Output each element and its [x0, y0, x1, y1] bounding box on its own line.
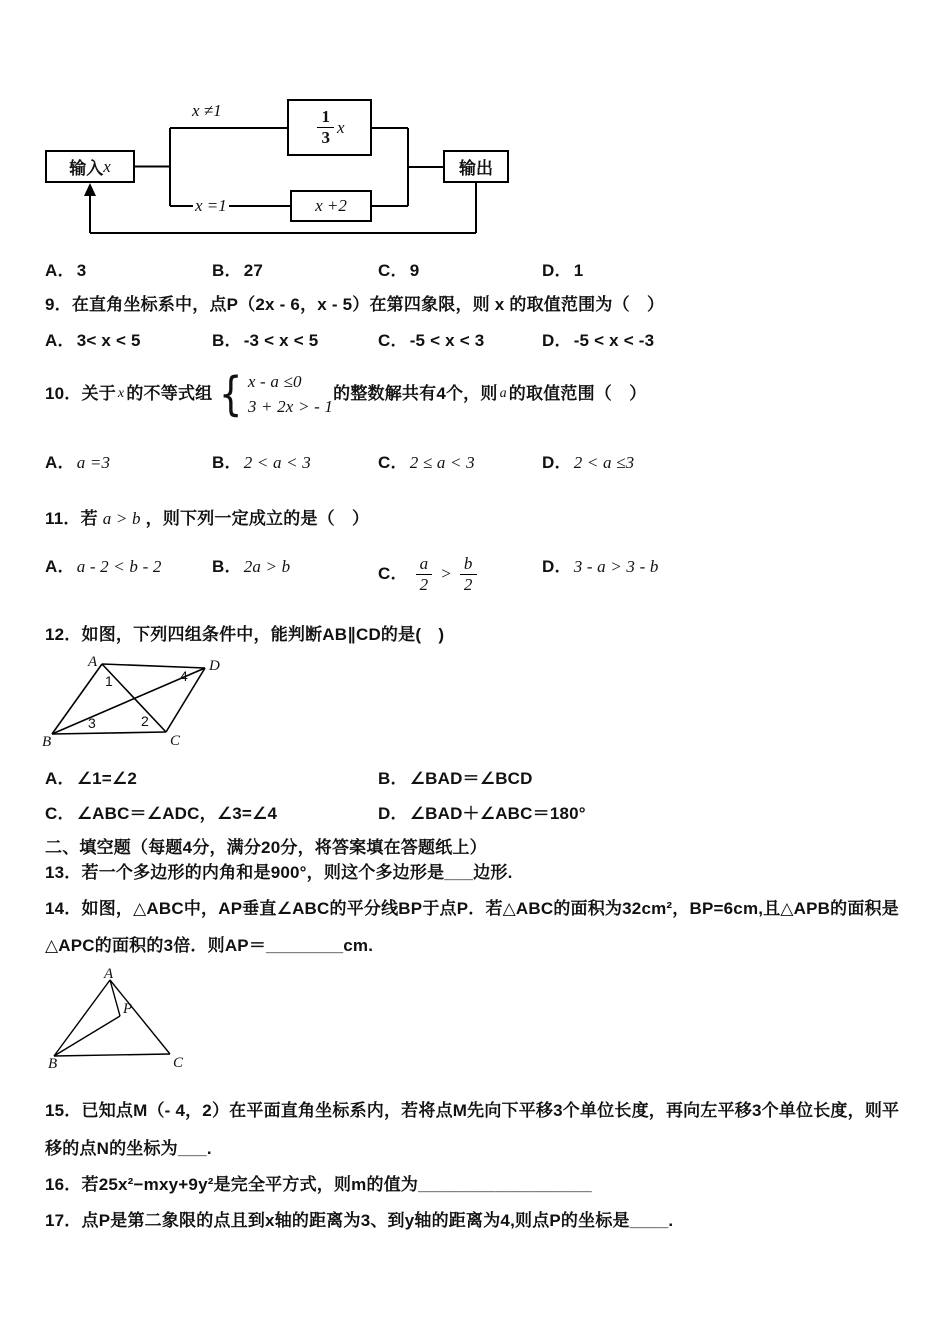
fraction-numerator: 1 — [317, 107, 334, 128]
option-label: B． — [212, 331, 242, 350]
flowchart-x-plus-2-box — [290, 190, 372, 222]
option-label: A． — [45, 261, 75, 280]
option-text: ∠1=∠2 — [76, 769, 138, 788]
q8-option-c — [378, 258, 419, 284]
fraction-denominator: 2 — [419, 575, 429, 594]
option-text: 1 — [573, 261, 584, 280]
q11-option-b — [212, 554, 290, 580]
output-box-label: 输出 — [459, 159, 493, 178]
angle-label-3: 3 — [88, 715, 96, 731]
q12-option-a — [45, 766, 137, 792]
question-9-text: 9．在直角坐标系中，点P（2x - 6，x - 5）在第四象限，则 x 的取值范围为（ ） — [45, 295, 665, 314]
q10-option-a — [45, 450, 110, 476]
question-14-line2: △APC的面积的3倍．则AP＝________cm. — [45, 936, 374, 955]
option-text: a - 2 < b - 2 — [76, 557, 162, 576]
option-label: C． — [378, 453, 408, 472]
option-label: B． — [212, 557, 242, 576]
fraction-b-over-2 — [460, 554, 477, 595]
q11-prefix: 11．若 — [45, 509, 98, 528]
q12-figure — [42, 650, 252, 750]
option-label: D． — [542, 331, 572, 350]
option-label: D． — [542, 261, 572, 280]
q10-var-a: a — [499, 386, 507, 401]
option-text: 3< x < 5 — [76, 331, 141, 350]
x-plus-2-label: x +2 — [315, 196, 347, 215]
system-brace: { — [219, 367, 243, 421]
vertex-label-c: C — [173, 1055, 184, 1070]
input-box-label: 输入 — [69, 159, 104, 178]
inequality-system — [248, 369, 333, 419]
option-label: A． — [45, 331, 75, 350]
option-label: C． — [378, 261, 408, 280]
angle-label-1: 1 — [105, 673, 113, 689]
flowchart-connector-lines — [90, 128, 476, 233]
option-text: 27 — [243, 261, 263, 280]
question-11-text — [45, 506, 369, 532]
question-12-text: 12．如图，下列四组条件中，能判断AB∥CD的是( ) — [45, 625, 445, 644]
option-text: -5 < x < 3 — [409, 331, 485, 350]
option-label: A． — [45, 769, 75, 788]
q14-figure — [48, 968, 188, 1070]
q10-option-c — [378, 450, 475, 476]
q11-options — [45, 554, 915, 594]
option-label: D． — [542, 557, 572, 576]
q12-options-row2 — [45, 801, 915, 827]
point-label-p: P — [123, 1001, 133, 1017]
option-text: ∠ABC＝∠ADC，∠3=∠4 — [76, 804, 278, 823]
vertex-label-b: B — [42, 734, 52, 750]
option-label: C． — [378, 331, 408, 350]
q10-option-b — [212, 450, 311, 476]
vertex-label-d: D — [209, 658, 220, 674]
option-label: C． — [45, 804, 75, 823]
angle-label-2: 2 — [141, 713, 149, 729]
q9-option-c — [378, 328, 484, 354]
one-third-fraction — [317, 107, 334, 148]
question-15-line2: 移的点N的坐标为___. — [45, 1139, 212, 1158]
q10-options — [45, 450, 915, 476]
fraction-numerator: b — [460, 554, 477, 575]
q8-option-b — [212, 258, 263, 284]
option-label: A． — [45, 557, 75, 576]
option-label: B． — [378, 769, 408, 788]
q10-mid2: 的整数解共有4个，则 — [333, 384, 498, 403]
question-13-text: 13．若一个多边形的内角和是900°，则这个多边形是___边形. — [45, 863, 513, 882]
option-text: 3 — [76, 261, 87, 280]
option-text: 2 < a < 3 — [243, 453, 311, 472]
option-text: 9 — [409, 261, 420, 280]
option-label: B． — [212, 453, 242, 472]
relation-sign: > — [440, 563, 452, 583]
fraction-a-over-2 — [416, 554, 433, 595]
option-text: a =3 — [76, 453, 111, 472]
question-17-text: 17．点P是第二象限的点且到x轴的距离为3、到y轴的距离为4,则点P的坐标是____. — [45, 1211, 674, 1230]
q9-option-b — [212, 328, 318, 354]
q9-option-d — [542, 328, 654, 354]
section-2-header: 二、填空题（每题4分，满分20分，将答案填在答题纸上） — [45, 838, 487, 857]
q9-option-a — [45, 328, 141, 354]
q10-prefix: 10．关于 — [45, 384, 116, 403]
vertex-label-b: B — [48, 1056, 58, 1070]
option-text: ∠BAD＝∠BCD — [409, 769, 533, 788]
q10-var-x: x — [117, 386, 125, 401]
question-10-text — [45, 365, 646, 423]
angle-label-4: 4 — [180, 668, 188, 684]
option-text: 2 < a ≤3 — [573, 453, 635, 472]
question-14-line1: 14．如图，△ABC中，AP垂直∠ABC的平分线BP于点P．若△ABC的面积为32cm²，BP=6cm,且△APB的面积是 — [45, 899, 899, 918]
question-15-line1: 15．已知点M（- 4，2）在平面直角坐标系内，若将点M先向下平移3个单位长度，再向左平移3个单位长度，则平 — [45, 1101, 900, 1120]
option-text: -5 < x < -3 — [573, 331, 655, 350]
flowchart-output-box — [443, 150, 509, 183]
q10-suffix: 的取值范围（ ） — [508, 384, 647, 403]
system-line-1: x - a ≤0 — [247, 372, 302, 391]
q8-option-d — [542, 258, 583, 284]
q11-option-c — [378, 554, 480, 595]
vertex-label-c: C — [170, 733, 181, 749]
option-label: C． — [378, 563, 408, 583]
condition-x-not-1: x ≠1 — [192, 101, 222, 120]
triangle-lines — [54, 980, 170, 1056]
flowchart-third-x-box — [287, 99, 372, 156]
q12-option-d — [378, 801, 586, 827]
fraction-variable: x — [336, 117, 345, 137]
option-label: D． — [542, 453, 572, 472]
q10-option-d — [542, 450, 634, 476]
fraction-numerator: a — [416, 554, 433, 575]
q12-options-row1 — [45, 766, 915, 792]
option-text: 2 ≤ a < 3 — [409, 453, 475, 472]
q12-option-b — [378, 766, 533, 792]
q12-option-c — [45, 801, 277, 827]
fraction-denominator: 3 — [321, 128, 330, 147]
option-label: B． — [212, 261, 242, 280]
vertex-label-a: A — [88, 654, 98, 670]
flowchart-input-box — [45, 150, 135, 183]
input-box-var: x — [103, 156, 111, 176]
vertex-label-a: A — [104, 968, 114, 982]
question-16-text: 16．若25x²−mxy+9y²是完全平方式，则m的值为__________________ — [45, 1175, 592, 1194]
system-line-2: 3 + 2x > - 1 — [247, 397, 334, 416]
q9-options — [45, 328, 915, 354]
option-text: 3 - a > 3 - b — [573, 557, 659, 576]
q11-suffix: ，则下列一定成立的是（ ） — [145, 509, 370, 528]
arrow-up-icon — [84, 183, 96, 196]
q11-option-a — [45, 554, 162, 580]
option-text: ∠BAD＋∠ABC＝180° — [409, 804, 586, 823]
q11-option-d — [542, 554, 659, 580]
condition-x-equals-1: x =1 — [195, 196, 227, 215]
q8-option-a — [45, 258, 86, 284]
option-text: 2a > b — [243, 557, 291, 576]
q10-mid1: 的不等式组 — [126, 384, 213, 403]
q11-condition: a > b — [102, 509, 141, 528]
option-label: D． — [378, 804, 408, 823]
q8-options — [45, 258, 915, 284]
option-label: A． — [45, 453, 75, 472]
option-text: -3 < x < 5 — [243, 331, 319, 350]
fraction-denominator: 2 — [463, 575, 473, 594]
